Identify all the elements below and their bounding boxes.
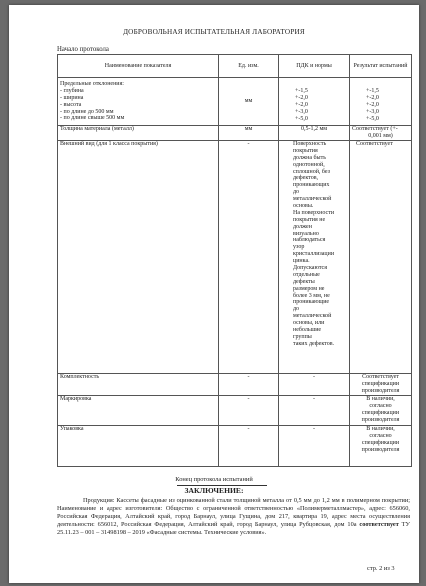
thickness-name: Толщина материала (металл) xyxy=(58,126,219,141)
completeness-result: Соответствует спецификации производителя xyxy=(350,374,412,396)
table-row-marking xyxy=(58,396,412,426)
protocol-end: Конец протокола испытаний xyxy=(175,476,253,483)
marking-name: Маркировка xyxy=(58,396,219,426)
deviations-norms: +-1,5 +-2,0 +-2,0 +-3,0 +-5,0 xyxy=(279,78,350,126)
deviations-unit: мм xyxy=(219,78,279,126)
appearance-unit: - xyxy=(219,141,279,374)
col-result-header: Результат испытаний xyxy=(350,55,412,78)
marking-unit: - xyxy=(219,396,279,426)
table-row-completeness xyxy=(58,374,412,396)
table-row-thickness xyxy=(58,126,412,141)
page-number: стр. 2 из 3 xyxy=(367,565,395,572)
thickness-result: Соответствует (+- 0,001 мм) xyxy=(350,126,412,141)
completeness-norm: - xyxy=(279,374,350,396)
deviations-results: +-1,5 +-2,0 +-2,0 +-3,0 +-5,0 xyxy=(350,78,412,126)
packaging-result: В наличии, согласно спецификации производителя xyxy=(350,426,412,467)
packaging-unit: - xyxy=(219,426,279,467)
table-header-row xyxy=(58,55,412,78)
completeness-name: Комплектность xyxy=(58,374,219,396)
col-unit-header: Ед. изм. xyxy=(219,55,279,78)
col-name-header: Наименование показателя xyxy=(58,55,219,78)
document-page xyxy=(9,5,419,583)
marking-result: В наличии, согласно спецификации производителя xyxy=(350,396,412,426)
deviations-name: Предельные отклонения: - глубина - ширина - высота - по длине до 500 мм - по длине свыше 500 мм xyxy=(58,78,219,126)
table-row-appearance xyxy=(58,141,412,374)
conclusion-verdict: соответствует xyxy=(359,521,399,529)
thickness-unit: мм xyxy=(219,126,279,141)
appearance-norm: Поверхность покрытия должна быть однотонной, сплошной, без дефектов, проникающих до металлической основы. На поверхности покрытия не должен визуально наблюдаться узор кристаллизации цинка. Допускаются отдельные дефекты размером не более 3 мм, не проникающие до металлической основы, или небольшие группы таких дефектов. xyxy=(279,141,350,374)
packaging-norm: - xyxy=(279,426,350,467)
packaging-name: Упаковка xyxy=(58,426,219,467)
lab-header: ДОБРОВОЛЬНАЯ ИСПЫТАТЕЛЬНАЯ ЛАБОРАТОРИЯ xyxy=(123,28,305,36)
conclusion-paragraph: Продукция: Кассеты фасадные из оцинкованной стали толщиной металла от 0,5 мм до 1,2 мм в полимерном покрытии; Наименование и адрес изготовителя: Общество с ограниченной ответственностью «Полимерметаллмастер», адрес: 656060, Российская Федерация, Алтайский край, город Барнаул, улица Гущина, дом 217, квартира 19, адрес места осуществления деятельности: 656012, Российская Федерация, Алтайский край, город Барнаул, улица Рубцовская, дом 10а соответствует ТУ 25.11.23 – 001 – 31498198 – 2019 «Фасадные системы. Технические условия». xyxy=(57,497,410,537)
table-row-packaging xyxy=(58,426,412,467)
completeness-unit: - xyxy=(219,374,279,396)
table-row-deviations xyxy=(58,78,412,126)
protocol-table xyxy=(57,54,412,467)
protocol-start: Начало протокола xyxy=(57,46,109,53)
conclusion-title: ЗАКЛЮЧЕНИЕ: xyxy=(184,486,244,495)
marking-norm: - xyxy=(279,396,350,426)
col-norm-header: ПДК и нормы xyxy=(279,55,350,78)
appearance-name: Внешний вид (для 1 класса покрытия) xyxy=(58,141,219,374)
thickness-norm: 0,5-1,2 мм xyxy=(279,126,350,141)
appearance-result: Соответствует xyxy=(350,141,412,374)
